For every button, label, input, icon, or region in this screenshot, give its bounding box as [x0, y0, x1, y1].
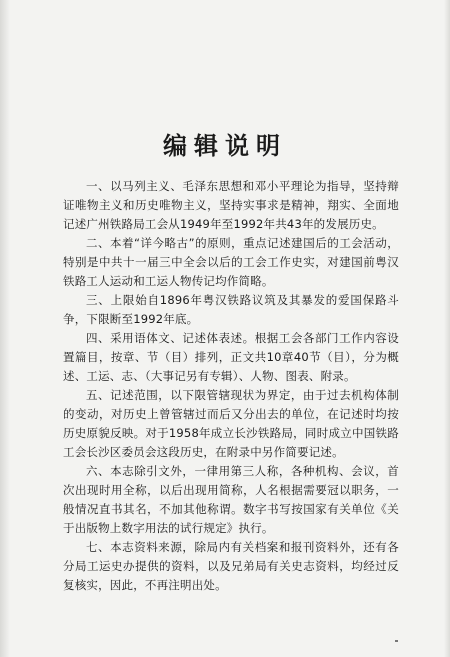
scan-speck	[395, 640, 398, 642]
note-paragraph-5: 五、记述范围，以下限管辖现状为界定，由于过去机构体制的变动，对历史上曾管辖过而后又分出去的单位，在记述时均按历史原貌反映。对于1958年成立长沙铁路局，同时成立中国铁路工会长沙区委员会这段历史，在附录中另作简要记述。	[63, 388, 399, 459]
note-paragraph-1: 一、以马列主义、毛泽东思想和邓小平理论为指导，坚持辩证唯物主义和历史唯物主义，坚持实事求是精神，翔实、全面地记述广州铁路局工会从1949年至1992年共43年的发展历史。	[63, 179, 399, 231]
note-paragraph-7: 七、本志资料来源，除局内有关档案和报刊资料外，还有各分局工运史办提供的资料，以及兄弟局有关史志资料，均经过反复核实，因此，不再注明出处。	[63, 540, 399, 592]
note-paragraph-6: 六、本志除引文外，一律用第三人称，各种机构、会议，首次出现时用全称，以后出现用简称，人名根据需要冠以职务，一般情况直书其名，不加其他称谓。数字书写按国家有关单位《关于出版物上数字用法的试行规定》执行。	[63, 464, 399, 535]
page-title: 编辑说明	[163, 131, 287, 160]
scan-shadow-left	[0, 0, 10, 657]
scan-shadow-right	[444, 0, 450, 657]
note-paragraph-2: 二、本着“详今略古”的原则，重点记述建国后的工会活动，特别是中共十一届三中全会以后的工会工作史实，对建国前粤汉铁路工人运动和工运人物传记均作简略。	[63, 236, 399, 288]
note-paragraph-4: 四、采用语体文、记述体表述。根据工会各部门工作内容设置篇目，按章、节（目）排列，正文共10章40节（目），分为概述、工运、志、（大事记另有专辑）、人物、图表、附录。	[63, 331, 399, 383]
note-paragraph-3: 三、上限始自1896年粤汉铁路议筑及其暴发的爱国保路斗争，下限断至1992年底。	[63, 293, 399, 326]
editorial-notes-body	[63, 177, 399, 595]
